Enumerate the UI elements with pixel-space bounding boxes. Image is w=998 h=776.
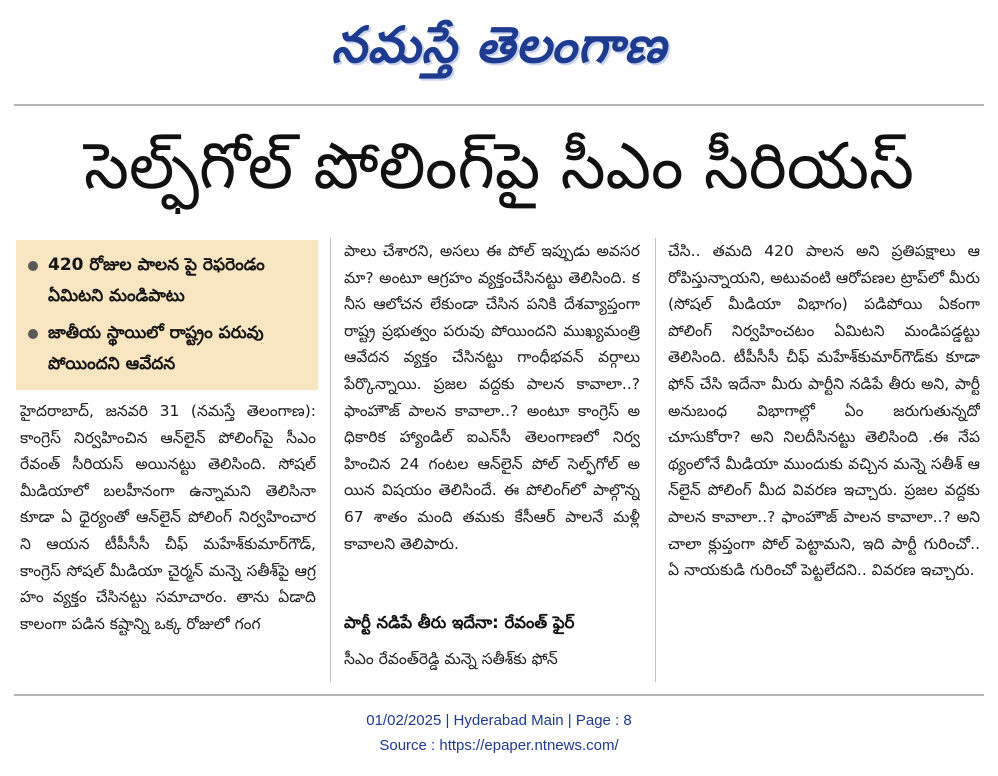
highlight-item <box>26 318 310 380</box>
column-divider <box>330 238 331 682</box>
masthead <box>0 0 998 104</box>
highlight-text: 420 రోజుల పాలన పై రెఫరెండం ఏమిటని మండిపాటు <box>48 255 265 306</box>
highlight-item <box>26 250 310 312</box>
page-footer <box>0 708 998 758</box>
bottom-divider <box>14 694 984 696</box>
edition-info: 01/02/2025 | Hyderabad Main | Page : 8 <box>366 712 632 729</box>
article-subheading: పార్టీ నడిపే తీరు ఇదేనా: రేవంత్ ఫైర్ <box>344 613 575 632</box>
highlights-box <box>16 240 318 390</box>
article-column-2: పాలు చేశారని, అసలు ఈ పోల్ ఇప్పుడు అవసరమా? అంటూ ఆగ్రహం వ్యక్తంచేసినట్టు తెలిసింది. కనీస ఆలోచన లేకుండా చేసిన పనికి దేశవ్యాప్తంగా రాష్ట్ర ప్రభుత్వం పరువు పోయిందని ముఖ్యమంత్రి ఆవేదన వ్యక్తం చేసినట్టు గాంధీభవన్ వర్గాలు పేర్కొన్నాయి. ప్రజల వద్దకు పాలన కావాలా..? ఫాంహౌజ్ పాలన కావాలా..? అంటూ కాంగ్రెస్ అధికారిక హ్యాండిల్ ఐఎన్‌సీ తెలంగాణలో నిర్వహించిన 24 గంటల ఆన్‌లైన్ పోల్ సెల్ఫ్‌గోల్ అయిన విషయం తెలిసిందే. ఈ పోలింగ్‌లో పాల్గొన్న 67 శాతం మంది తమకు కేసీఆర్ పాలనే మళ్లీ కావాలని తెలిపారు. <box>344 242 640 553</box>
article-headline: సెల్ఫ్‌గోల్ పోలింగ్‌పై సీఎం సీరియస్ <box>84 130 914 204</box>
article-column-1: హైదరాబాద్, జనవరి 31 (నమస్తే తెలంగాణ): కాంగ్రెస్ నిర్వహించిన ఆన్‌లైన్ పోలింగ్‌పై సీఎం రేవంత్ సీరియస్ అయినట్టు తెలిసింది. సోషల్ మీడియాలో బలహీనంగా ఉన్నామని తెలిసినా కూడా ఏ ధైర్యంతో ఆన్‌లైన్ పోలింగ్ నిర్వహించారని ఆయన టీపీసీసీ చీఫ్ మహేశ్‌కుమార్‌గౌడ్, కాంగ్రెస్ సోషల్ మీడియా చైర్మన్ మన్నె సతీశ్‌పై ఆగ్రహం వ్యక్తం చేసినట్టు సమాచారం. తాను ఏడాది కాలంగా పడిన కష్టాన్ని ఒక్క రోజులో గంగ <box>20 402 316 633</box>
bullet-icon <box>28 261 38 271</box>
source-link[interactable]: Source : https://epaper.ntnews.com/ <box>379 737 619 754</box>
top-divider <box>14 104 984 106</box>
bullet-icon <box>28 329 38 339</box>
column-divider <box>655 238 656 682</box>
newspaper-logo: నమస్తే తెలంగాణ <box>331 16 667 74</box>
article-column-3: చేసి.. తమది 420 పాలన అని ప్రతిపక్షాలు ఆరోపిస్తున్నాయని, అటువంటి ఆరోపణల ట్రాప్‌లో మీరు (సోషల్ మీడియా విభాగం) పడిపోయి ఏకంగా పోలింగ్ నిర్వహించటం ఏమిటని మండిపడ్డట్టు తెలిసింది. టీపీసీసీ చీఫ్ మహేశ్‌కుమార్‌గౌడ్‌కు కూడా ఫోన్ చేసి ఇదేనా మీరు పార్టీని నడిపే తీరు అని, పార్టీ అనుబంధ విభాగాల్లో ఏం జరుగుతున్నదో చూసుకోరా? అని నిలదీసినట్టు తెలిసింది .ఈ నేపథ్యంలోనే మీడియా ముందుకు వచ్చిన మన్నె సతీశ్ ఆన్‌లైన్ పోలింగ్ మీద వివరణ ఇచ్చారు. ప్రజల వద్దకు పాలన కావాలా..? ఫాంహౌజ్ పాలన కావాలా..? అని చాలా క్లుప్తంగా పోల్ పెట్టామని, ఇది పార్టీ గురించో.. ఏ నాయకుడి గురించో పెట్టలేదని.. వివరణ ఇచ్చారు. <box>668 242 980 580</box>
article-column-2-continued: సీఎం రేవంత్‌రెడ్డి మన్నె సతీశ్‌కు ఫోన్ <box>344 650 558 668</box>
highlight-text: జాతీయ స్థాయిలో రాష్ట్రం పరువు పోయిందని ఆవేదన <box>48 323 264 374</box>
